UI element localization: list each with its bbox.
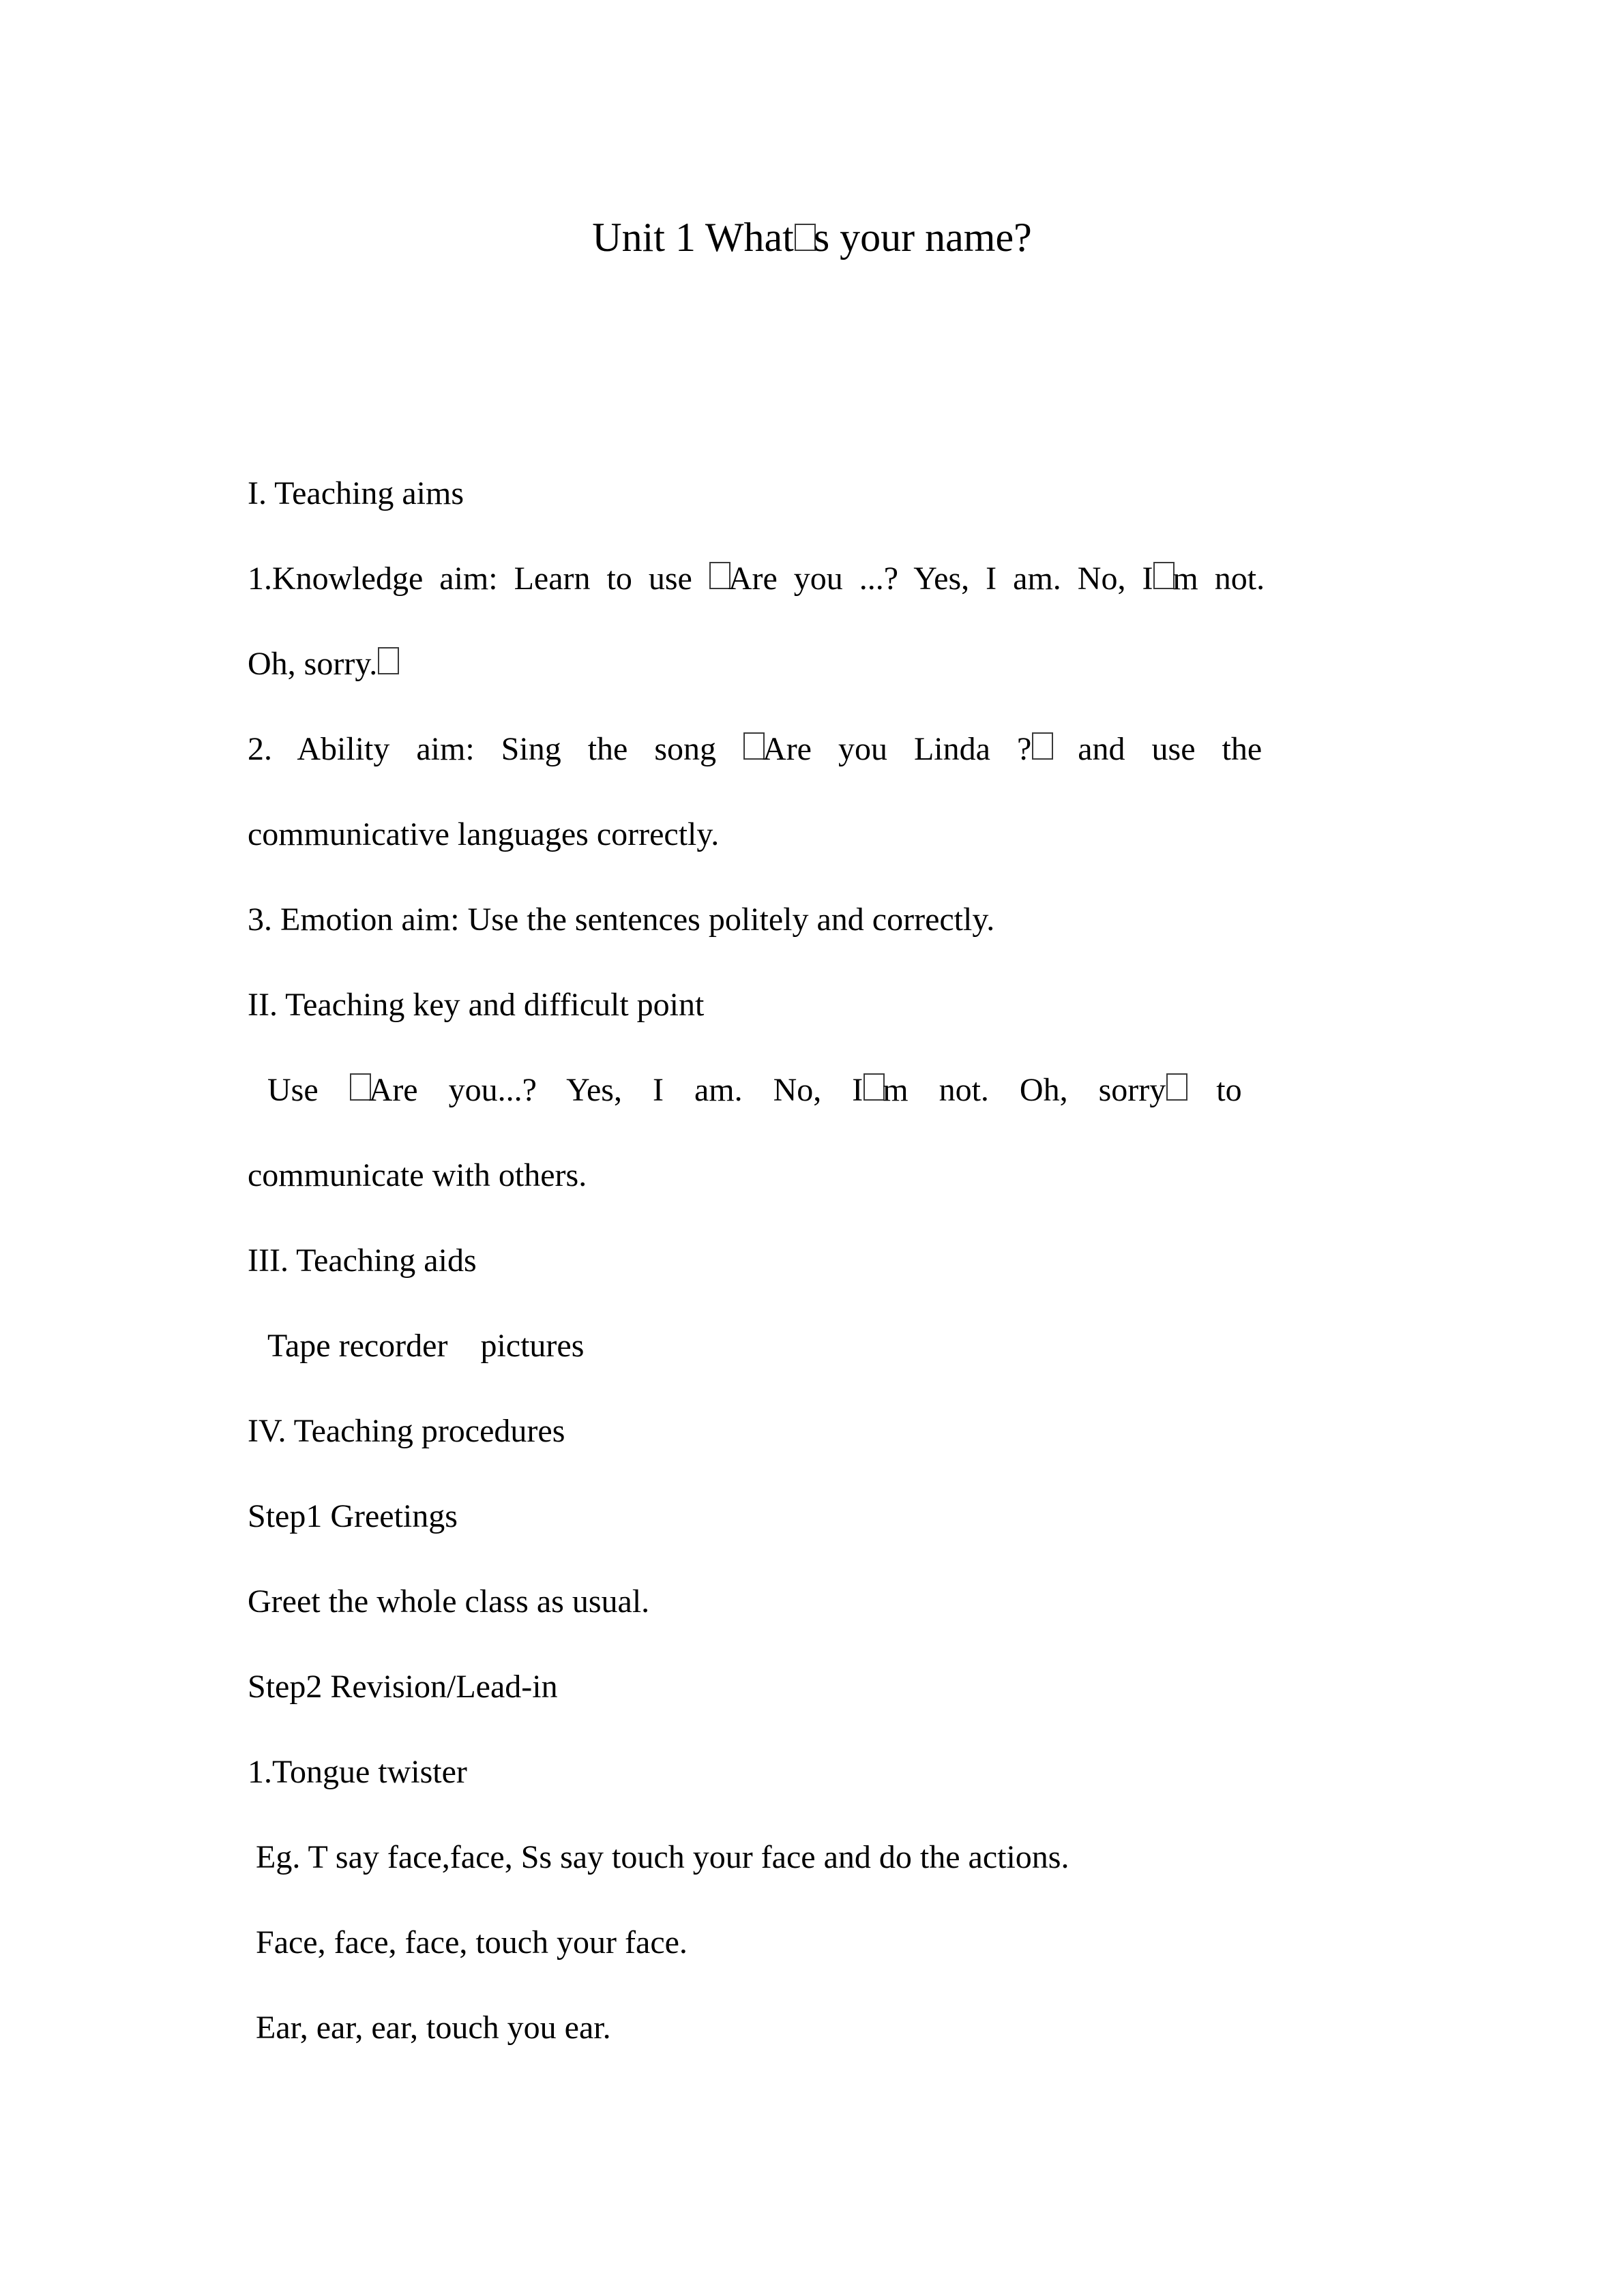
text-line: Greet the whole class as usual. — [248, 1583, 650, 1620]
text-line: Step2 Revision/Lead-in — [248, 1669, 558, 1705]
text-line: III. Teaching aids — [248, 1242, 477, 1279]
text-line: communicate with others. — [248, 1157, 587, 1193]
missing-glyph-box — [743, 732, 765, 760]
text-line: communicative languages correctly. — [248, 816, 720, 852]
missing-glyph-box — [1153, 562, 1175, 589]
text-line: IV. Teaching procedures — [248, 1413, 565, 1449]
missing-glyph-box — [863, 1073, 885, 1101]
text-line: 3. Emotion aim: Use the sentences politely and correctly. — [248, 901, 995, 938]
text-line: Eg. T say face,face, Ss say touch your face and do the actions. — [256, 1839, 1069, 1875]
text-line: Oh, sorry. — [248, 621, 1376, 706]
text-line: Face, face, face, touch your face. — [256, 1924, 688, 1960]
missing-glyph-box — [378, 647, 399, 674]
text-line: Step1 Greetings — [248, 1498, 458, 1534]
text-line: 1.Knowledge aim: Learn to use Are you ...? Yes, I am. No, I m not. — [248, 561, 1265, 597]
doc-title: Unit 1 What s your name? — [592, 215, 1032, 260]
missing-glyph-box — [1166, 1073, 1187, 1101]
text-line: II. Teaching key and difficult point — [248, 987, 705, 1023]
missing-glyph-box — [795, 224, 816, 251]
doc-content — [248, 195, 1376, 2070]
text-line: Ear, ear, ear, touch you ear. — [256, 2010, 611, 2046]
text-line: Tape recorder pictures — [267, 1328, 585, 1364]
missing-glyph-box — [709, 562, 730, 589]
text-line: I. Teaching aims — [248, 475, 464, 511]
text-line: 1.Tongue twister — [248, 1754, 467, 1790]
missing-glyph-box — [350, 1073, 371, 1101]
text-line: Use Are you...? Yes, I am. No, I m not. Oh, sorry to — [267, 1072, 1242, 1108]
text-line: 2. Ability aim: Sing the song Are you Linda ? and use the — [248, 731, 1263, 767]
missing-glyph-box — [1032, 732, 1053, 760]
